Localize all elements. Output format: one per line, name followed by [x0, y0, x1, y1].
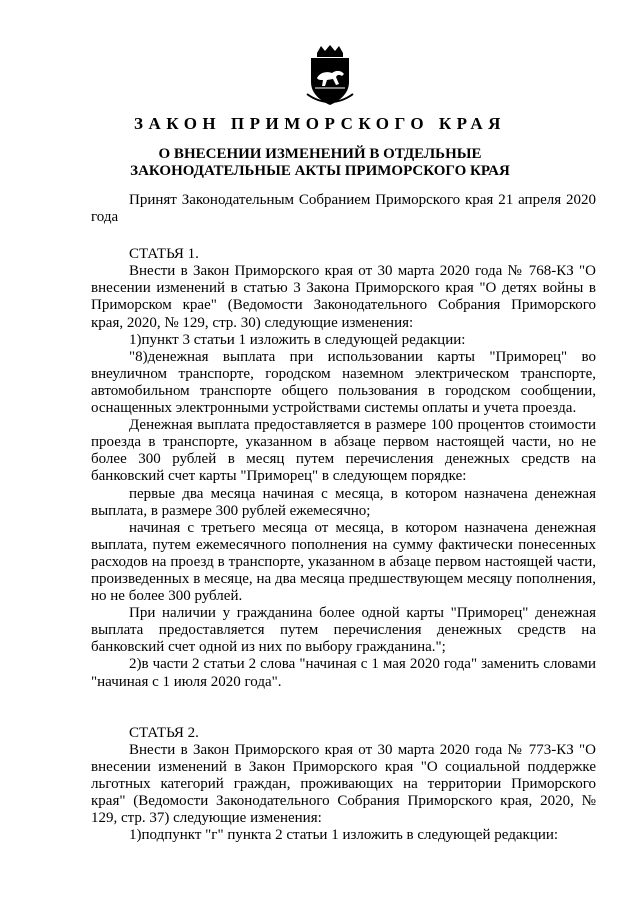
article-1-paragraph: первые два месяца начиная с месяца, в котором назначена денежная выплата, в размере 300 рублей ежемесячно;: [91, 485, 596, 519]
article-1-intro: Внести в Закон Приморского края от 30 марта 2020 года № 768-КЗ "О внесении изменений в статью 3 Закона Приморского края "О детях войны в Приморском крае" (Ведомости Законодательного Собрания Приморского края, 2020, № 129, стр. 30) следующие изменения:: [91, 263, 596, 331]
law-subtitle-line1: О ВНЕСЕНИИ ИЗМЕНЕНИЙ В ОТДЕЛЬНЫЕ: [158, 146, 482, 162]
coat-of-arms-emblem: [303, 44, 357, 106]
article-1-paragraph: начиная с третьего месяца от месяца, в котором назначена денежная выплата, путем ежемесячного пополнения на сумму фактически понесенных расходов на проезд в транспорте, указанном в абзаце первом настоящей части, произведенных в месяце, на два месяца предшествующем месяцу пополнения, но не более 300 рублей.: [91, 519, 596, 605]
law-subtitle-line2: ЗАКОНОДАТЕЛЬНЫЕ АКТЫ ПРИМОРСКОГО КРАЯ: [130, 163, 510, 179]
article-2-intro: Внести в Закон Приморского края от 30 марта 2020 года № 773-КЗ "О внесении изменений в Закон Приморского края "О социальной поддержке льготных категорий граждан, проживающих на территории Приморского края" (Ведомости Законодательного Собрания Приморского края, 2020, № 129, стр. 37) следующие изменения:: [91, 741, 596, 827]
article-2-heading: СТАТЬЯ 2.: [129, 724, 199, 741]
article-1-paragraph: При наличии у гражданина более одной карты "Приморец" денежная выплата предоставляется путем перечисления денежных средств на банковский счет одной из них по выбору гражданина.";: [91, 605, 596, 656]
article-2-paragraph: 1)подпункт "г" пункта 2 статьи 1 изложить в следующей редакции:: [129, 827, 559, 844]
law-title: ЗАКОН ПРИМОРСКОГО КРАЯ: [134, 114, 506, 133]
article-1-paragraph: Денежная выплата предоставляется в размере 100 процентов стоимости проезда в транспорте, указанном в абзаце первом настоящей части, но не более 300 рублей в месяц путем перечисления денежных средств на банковский счет карты "Приморец" в следующем порядке:: [91, 417, 596, 485]
law-body: [91, 192, 596, 844]
adoption-note: Принят Законодательным Собранием Приморского края 21 апреля 2020 года: [91, 192, 596, 226]
article-1-paragraph: 2)в части 2 статьи 2 слова "начиная с 1 мая 2020 года" заменить словами "начиная с 1 июля 2020 года".: [91, 656, 596, 690]
article-1-paragraph: 1)пункт 3 статьи 1 изложить в следующей редакции:: [129, 331, 466, 348]
article-1-heading: СТАТЬЯ 1.: [129, 246, 199, 263]
article-1-paragraph: "8)денежная выплата при использовании карты "Приморец" во внеуличном транспорте, городском наземном электрическом транспорте, автомобильном транспорте общего пользования в городском сообщении, оснащенных электронными устройствами системы оплаты и учета проезда.: [91, 348, 596, 417]
